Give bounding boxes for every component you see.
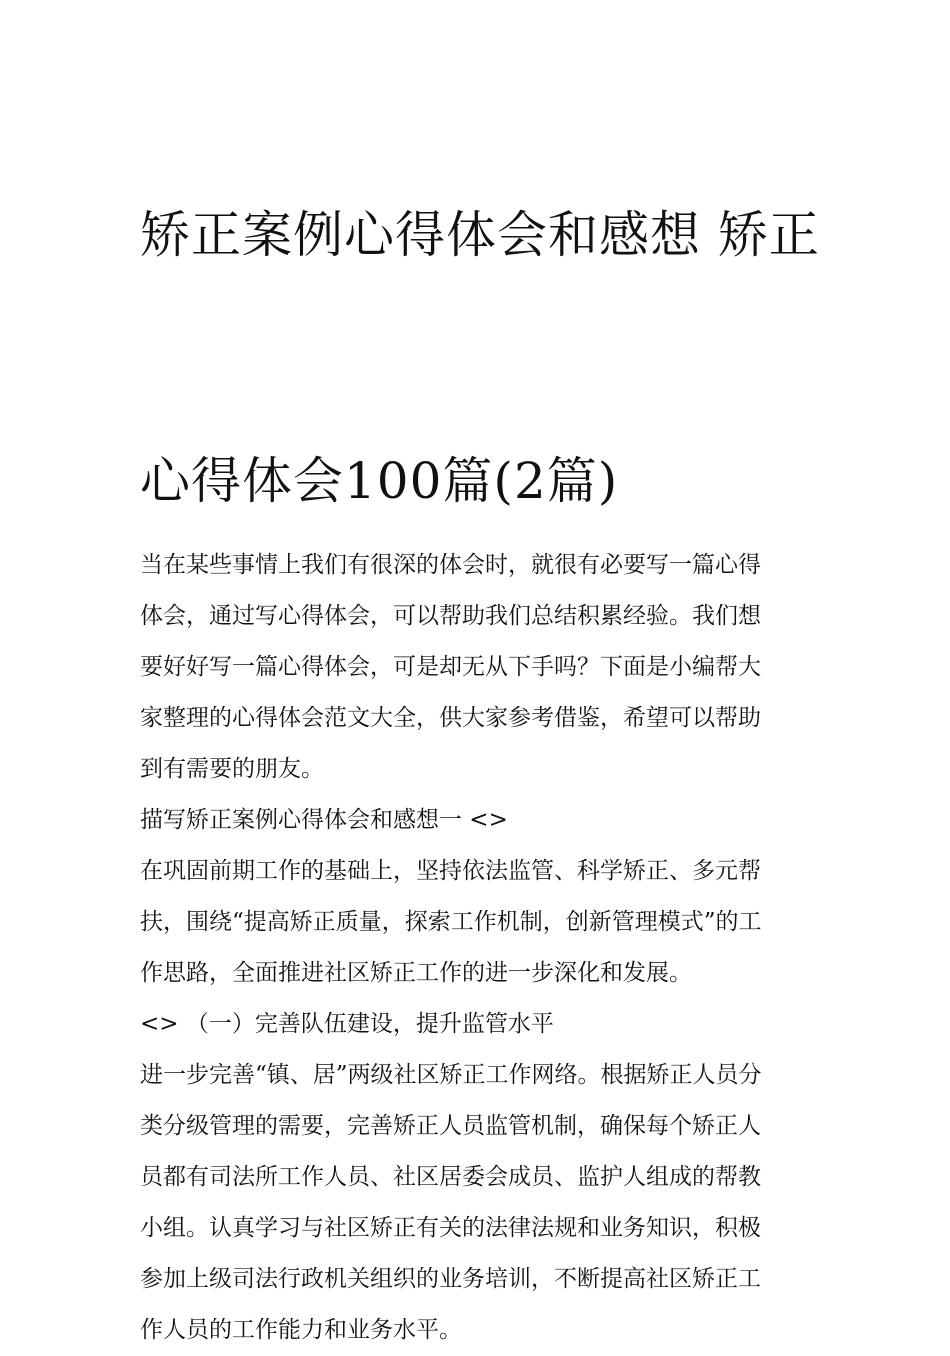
section-line-3: 作思路，全面推进社区矫正工作的进一步深化和发展。 <box>140 960 692 986</box>
intro-line-5: 到有需要的朋友。 <box>140 756 324 782</box>
subsection-title: <> （一）完善队伍建设，提升监管水平 <box>140 1011 554 1037</box>
subsection-line-4: 小组。认真学习与社区矫正有关的法律法规和业务知识，积极 <box>140 1215 761 1241</box>
document-title-line-1: 矫正案例心得体会和感想 矫正 <box>140 206 820 264</box>
intro-paragraph <box>140 540 820 795</box>
document-title-line-2: 心得体会100篇(2篇) <box>140 452 619 510</box>
subsection-line-5: 参加上级司法行政机关组织的业务培训，不断提高社区矫正工 <box>140 1266 761 1292</box>
section-line-2: 扶，围绕“提高矫正质量，探索工作机制，创新管理模式”的工 <box>140 909 762 935</box>
subsection-line-1: 进一步完善“镇、居”两级社区矫正工作网络。根据矫正人员分 <box>140 1062 762 1088</box>
intro-line-4: 家整理的心得体会范文大全，供大家参考借鉴，希望可以帮助 <box>140 705 761 731</box>
intro-line-3: 要好好写一篇心得体会，可是却无从下手吗？下面是小编帮大 <box>140 654 761 680</box>
section-line-1: 在巩固前期工作的基础上，坚持依法监管、科学矫正、多元帮 <box>140 858 761 884</box>
section-paragraph <box>140 846 820 999</box>
document-page <box>140 112 820 1356</box>
subsection-paragraph <box>140 1050 820 1356</box>
subsection-line-3: 员都有司法所工作人员、社区居委会成员、监护人组成的帮教 <box>140 1164 761 1190</box>
intro-line-1: 当在某些事情上我们有很深的体会时，就很有必要写一篇心得 <box>140 552 761 578</box>
document-title <box>140 112 820 522</box>
subsection-line-2: 类分级管理的需要，完善矫正人员监管机制，确保每个矫正人 <box>140 1113 761 1139</box>
subsection-line-6: 作人员的工作能力和业务水平。 <box>140 1317 462 1343</box>
intro-line-2: 体会，通过写心得体会，可以帮助我们总结积累经验。我们想 <box>140 603 761 629</box>
section-title: 描写矫正案例心得体会和感想一 <> <box>140 807 508 833</box>
